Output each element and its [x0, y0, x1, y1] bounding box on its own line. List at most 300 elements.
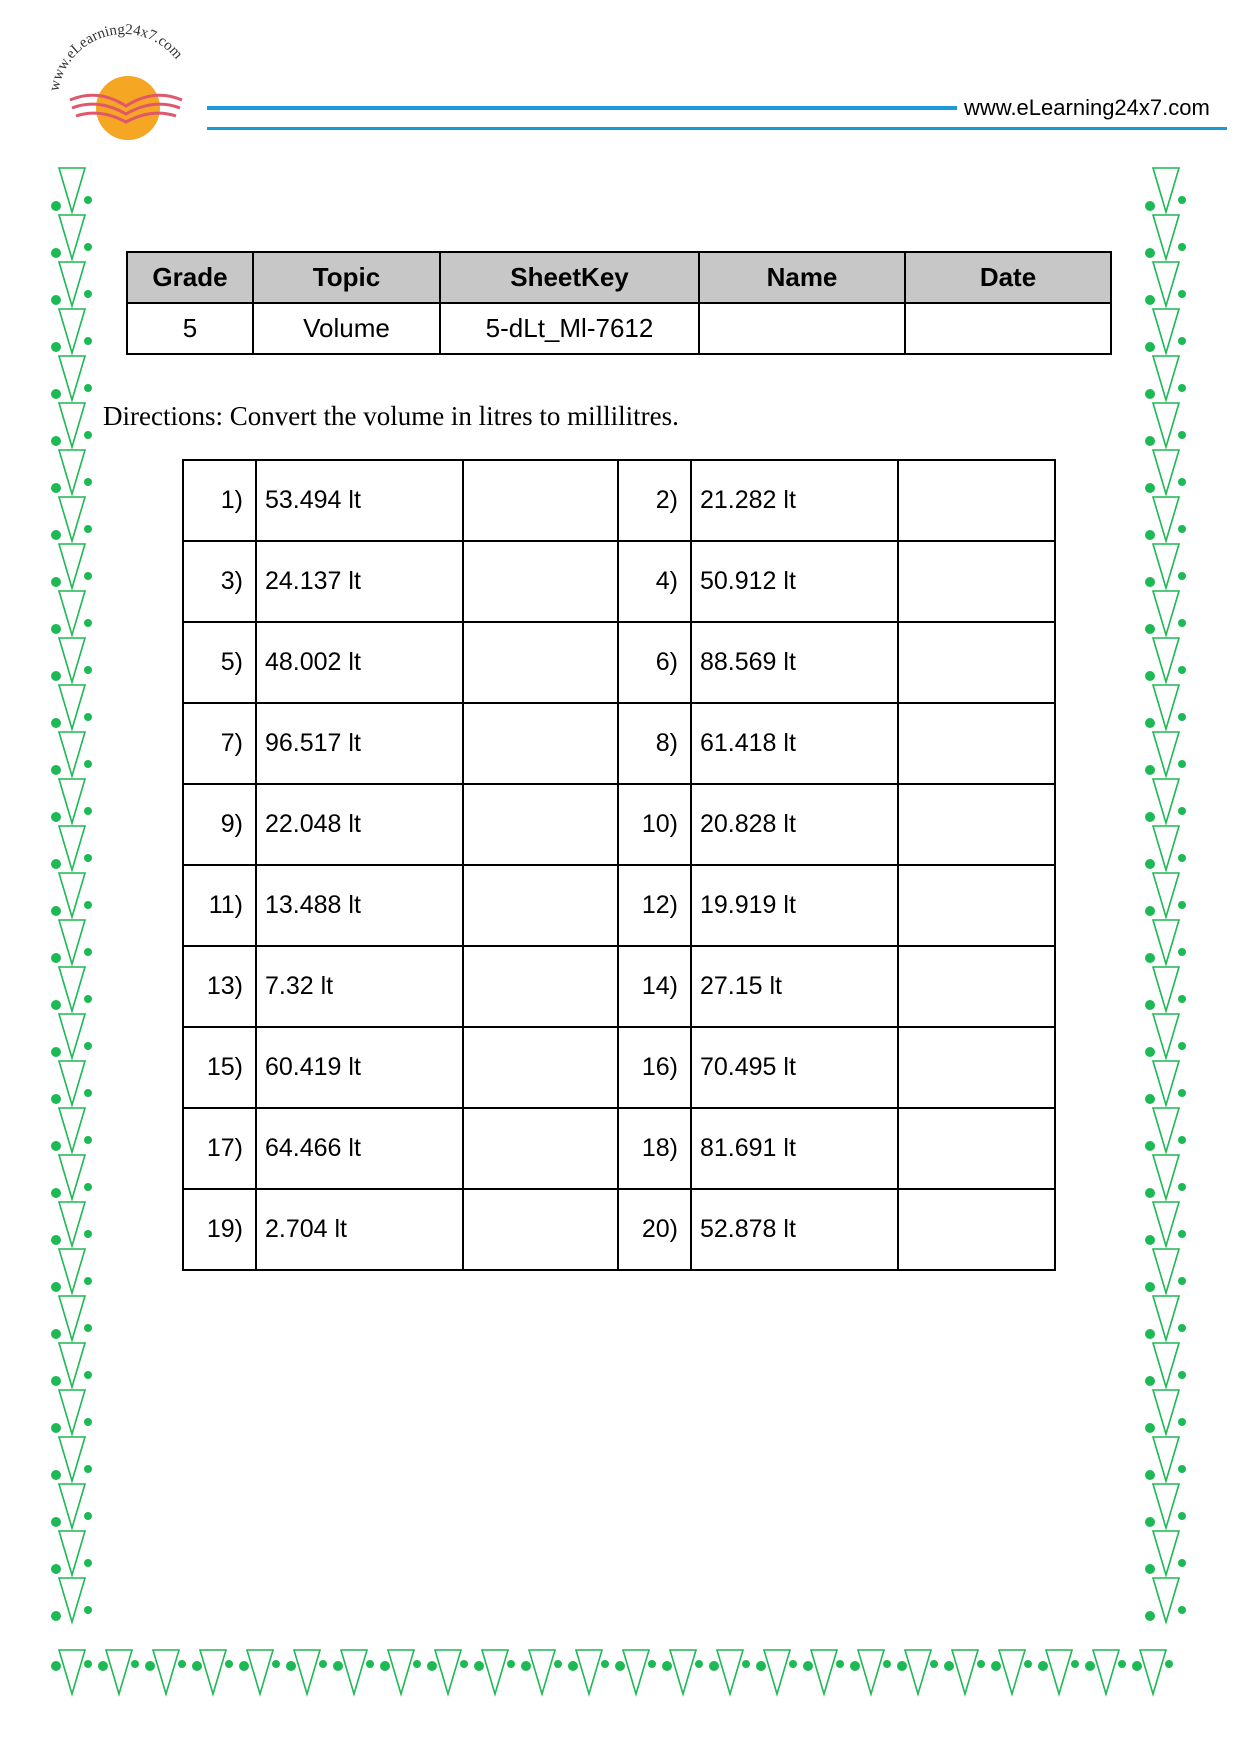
answer-cell[interactable] — [898, 460, 1055, 541]
question-row — [183, 460, 1055, 541]
answer-cell[interactable] — [898, 865, 1055, 946]
border-dot — [1145, 765, 1155, 775]
border-triangle — [59, 544, 85, 588]
border-triangle — [1140, 1650, 1166, 1694]
border-dot — [1178, 478, 1186, 486]
border-dot — [1145, 1235, 1155, 1245]
info-table — [126, 251, 1112, 355]
question-value: 88.569 lt — [691, 622, 898, 703]
border-dot — [178, 1660, 186, 1668]
border-dot — [51, 624, 61, 634]
border-dot — [84, 1418, 92, 1426]
border-triangle — [59, 638, 85, 682]
question-value: 81.691 lt — [691, 1108, 898, 1189]
border-triangle — [388, 1650, 414, 1694]
border-triangle — [576, 1650, 602, 1694]
border-dot — [51, 1661, 61, 1671]
border-dot — [1178, 1512, 1186, 1520]
border-dot — [1145, 812, 1155, 822]
border-dot — [1145, 671, 1155, 681]
topic-value: Volume — [253, 303, 440, 354]
border-dot — [1178, 337, 1186, 345]
border-triangle — [811, 1650, 837, 1694]
border-dot — [84, 1324, 92, 1332]
border-dot — [84, 1277, 92, 1285]
border-dot — [51, 718, 61, 728]
question-row — [183, 1189, 1055, 1270]
border-dot — [897, 1661, 907, 1671]
border-dot — [84, 854, 92, 862]
border-dot — [1145, 624, 1155, 634]
question-number: 11) — [183, 865, 256, 946]
border-dot — [239, 1661, 249, 1671]
border-dot — [1178, 666, 1186, 674]
border-dot — [98, 1661, 108, 1671]
border-dot — [1145, 1047, 1155, 1057]
border-dot — [1178, 1230, 1186, 1238]
border-dot — [991, 1661, 1001, 1671]
border-triangle — [1153, 1061, 1179, 1105]
date-field[interactable] — [905, 303, 1111, 354]
border-dot — [51, 1235, 61, 1245]
border-triangle — [200, 1650, 226, 1694]
border-dot — [1145, 483, 1155, 493]
border-triangle — [435, 1650, 461, 1694]
border-dot — [1145, 248, 1155, 258]
border-dot — [84, 760, 92, 768]
border-dot — [225, 1660, 233, 1668]
site-url: www.eLearning24x7.com — [964, 95, 1210, 120]
border-dot — [1178, 854, 1186, 862]
border-dot — [51, 1564, 61, 1574]
border-triangle — [1153, 638, 1179, 682]
question-value: 53.494 lt — [256, 460, 463, 541]
border-triangle — [1153, 920, 1179, 964]
border-dot — [1145, 1611, 1155, 1621]
border-dot — [51, 1611, 61, 1621]
sheetkey-header: SheetKey — [440, 252, 699, 303]
border-dot — [789, 1660, 797, 1668]
border-triangle — [59, 920, 85, 964]
border-triangle — [59, 1390, 85, 1434]
question-value: 70.495 lt — [691, 1027, 898, 1108]
question-value: 96.517 lt — [256, 703, 463, 784]
border-dot — [51, 1517, 61, 1527]
border-dot — [1178, 525, 1186, 533]
answer-cell[interactable] — [898, 541, 1055, 622]
border-dot — [272, 1660, 280, 1668]
border-triangle — [59, 1343, 85, 1387]
name-field[interactable] — [699, 303, 905, 354]
info-header-row — [127, 252, 1111, 303]
border-dot — [51, 812, 61, 822]
border-dot — [1145, 1564, 1155, 1574]
border-dot — [1145, 1376, 1155, 1386]
question-value: 48.002 lt — [256, 622, 463, 703]
answer-cell[interactable] — [898, 1027, 1055, 1108]
answer-cell[interactable] — [898, 622, 1055, 703]
border-dot — [84, 995, 92, 1003]
border-dot — [51, 1423, 61, 1433]
question-row — [183, 1027, 1055, 1108]
border-dot — [1178, 384, 1186, 392]
border-dot — [1132, 1661, 1142, 1671]
border-triangle — [59, 1202, 85, 1246]
question-value: 13.488 lt — [256, 865, 463, 946]
border-dot — [427, 1661, 437, 1671]
question-number: 3) — [183, 541, 256, 622]
border-dot — [1145, 1000, 1155, 1010]
border-triangle — [59, 873, 85, 917]
border-triangle — [59, 732, 85, 776]
border-triangle — [670, 1650, 696, 1694]
border-dot — [930, 1660, 938, 1668]
border-dot — [1178, 431, 1186, 439]
border-triangle — [59, 826, 85, 870]
question-row — [183, 541, 1055, 622]
question-value: 2.704 lt — [256, 1189, 463, 1270]
border-dot — [84, 1042, 92, 1050]
border-triangle — [59, 168, 85, 212]
border-dot — [1178, 1371, 1186, 1379]
border-dot — [319, 1660, 327, 1668]
border-dot — [51, 765, 61, 775]
question-value: 61.418 lt — [691, 703, 898, 784]
answer-cell[interactable] — [463, 1027, 618, 1108]
border-triangle — [59, 967, 85, 1011]
border-dot — [521, 1661, 531, 1671]
border-dot — [84, 1136, 92, 1144]
answer-cell[interactable] — [463, 1189, 618, 1270]
border-dot — [84, 290, 92, 298]
border-triangle — [1153, 262, 1179, 306]
border-triangle — [59, 1155, 85, 1199]
answer-cell[interactable] — [898, 1189, 1055, 1270]
border-triangle — [905, 1650, 931, 1694]
border-dot — [51, 1000, 61, 1010]
question-row — [183, 865, 1055, 946]
question-number: 15) — [183, 1027, 256, 1108]
border-dot — [51, 483, 61, 493]
question-value: 21.282 lt — [691, 460, 898, 541]
question-number: 5) — [183, 622, 256, 703]
border-dot — [803, 1661, 813, 1671]
border-dot — [1178, 760, 1186, 768]
border-triangle — [1153, 403, 1179, 447]
border-triangle — [1153, 1390, 1179, 1434]
border-dot — [1178, 1277, 1186, 1285]
border-triangle — [1153, 1155, 1179, 1199]
border-dot — [51, 201, 61, 211]
border-triangle — [1153, 826, 1179, 870]
border-dot — [850, 1661, 860, 1671]
border-dot — [1145, 1329, 1155, 1339]
answer-cell[interactable] — [898, 703, 1055, 784]
border-dot — [1145, 1282, 1155, 1292]
border-triangle — [59, 1014, 85, 1058]
border-triangle — [1046, 1650, 1072, 1694]
border-dot — [1178, 1465, 1186, 1473]
border-triangle — [59, 497, 85, 541]
border-dot — [1145, 1423, 1155, 1433]
question-value: 22.048 lt — [256, 784, 463, 865]
border-dot — [460, 1660, 468, 1668]
border-dot — [1165, 1660, 1173, 1668]
question-value: 20.828 lt — [691, 784, 898, 865]
border-dot — [84, 948, 92, 956]
border-dot — [1178, 995, 1186, 1003]
border-dot — [84, 1465, 92, 1473]
border-triangle — [341, 1650, 367, 1694]
question-row — [183, 1108, 1055, 1189]
border-dot — [84, 384, 92, 392]
border-dot — [1178, 1136, 1186, 1144]
border-triangle — [1153, 168, 1179, 212]
border-dot — [507, 1660, 515, 1668]
border-triangle — [1153, 309, 1179, 353]
border-dot — [1178, 1089, 1186, 1097]
border-dot — [615, 1661, 625, 1671]
border-dot — [1145, 718, 1155, 728]
question-number: 18) — [618, 1108, 691, 1189]
border-dot — [1145, 577, 1155, 587]
border-triangle — [59, 1061, 85, 1105]
answer-cell[interactable] — [463, 784, 618, 865]
directions-text: Directions: Convert the volume in litres to millilitres. — [103, 401, 679, 431]
border-dot — [84, 901, 92, 909]
border-dot — [1178, 901, 1186, 909]
question-table — [182, 459, 1056, 1271]
border-triangle — [1153, 450, 1179, 494]
border-triangle — [1153, 497, 1179, 541]
border-dot — [1145, 389, 1155, 399]
border-triangle — [59, 262, 85, 306]
answer-cell[interactable] — [898, 946, 1055, 1027]
border-dot — [1178, 243, 1186, 251]
border-dot — [145, 1661, 155, 1671]
question-row — [183, 703, 1055, 784]
border-dot — [1178, 948, 1186, 956]
border-triangle — [59, 1249, 85, 1293]
border-dot — [51, 1188, 61, 1198]
question-value: 19.919 lt — [691, 865, 898, 946]
border-triangle — [59, 450, 85, 494]
border-dot — [84, 1512, 92, 1520]
question-value: 64.466 lt — [256, 1108, 463, 1189]
border-dot — [1145, 859, 1155, 869]
border-triangle — [952, 1650, 978, 1694]
border-dot — [648, 1660, 656, 1668]
border-triangle — [1153, 1484, 1179, 1528]
border-triangle — [59, 779, 85, 823]
border-dot — [51, 295, 61, 305]
border-dot — [742, 1660, 750, 1668]
logo-arc-textpath: www.eLearning24x7.com — [46, 21, 186, 93]
border-triangle — [59, 1650, 85, 1694]
border-dot — [836, 1660, 844, 1668]
border-dot — [1178, 1042, 1186, 1050]
border-triangle — [59, 685, 85, 729]
border-triangle — [294, 1650, 320, 1694]
question-number: 1) — [183, 460, 256, 541]
border-dot — [131, 1660, 139, 1668]
border-dot — [84, 572, 92, 580]
border-dot — [84, 1089, 92, 1097]
border-dot — [695, 1660, 703, 1668]
border-dot — [51, 953, 61, 963]
border-dot — [333, 1661, 343, 1671]
topic-header: Topic — [253, 252, 440, 303]
border-dot — [84, 1660, 92, 1668]
border-triangle — [59, 356, 85, 400]
border-triangle — [59, 1578, 85, 1622]
border-triangle — [1153, 1343, 1179, 1387]
border-triangle — [1153, 591, 1179, 635]
border-dot — [413, 1660, 421, 1668]
question-value: 27.15 lt — [691, 946, 898, 1027]
border-dot — [1178, 619, 1186, 627]
border-dot — [1024, 1660, 1032, 1668]
border-dot — [51, 342, 61, 352]
border-triangle — [1153, 215, 1179, 259]
question-number: 16) — [618, 1027, 691, 1108]
border-dot — [709, 1661, 719, 1671]
question-row — [183, 622, 1055, 703]
border-dot — [883, 1660, 891, 1668]
answer-cell[interactable] — [463, 460, 618, 541]
border-triangle — [717, 1650, 743, 1694]
border-triangle — [1153, 1437, 1179, 1481]
sheetkey-value: 5-dLt_Ml-7612 — [440, 303, 699, 354]
border-dot — [1118, 1660, 1126, 1668]
border-triangle — [59, 1484, 85, 1528]
border-dot — [1145, 530, 1155, 540]
border-dot — [1145, 201, 1155, 211]
question-value: 60.419 lt — [256, 1027, 463, 1108]
name-header: Name — [699, 252, 905, 303]
border-dot — [286, 1661, 296, 1671]
border-dot — [51, 906, 61, 916]
answer-cell[interactable] — [898, 784, 1055, 865]
border-dot — [84, 619, 92, 627]
border-dot — [51, 1094, 61, 1104]
border-triangle — [1153, 967, 1179, 1011]
border-triangle — [1153, 1531, 1179, 1575]
question-number: 17) — [183, 1108, 256, 1189]
border-dot — [192, 1661, 202, 1671]
border-dot — [1085, 1661, 1095, 1671]
border-triangle — [858, 1650, 884, 1694]
border-triangle — [1153, 1202, 1179, 1246]
border-triangle — [247, 1650, 273, 1694]
question-number: 12) — [618, 865, 691, 946]
border-dot — [756, 1661, 766, 1671]
question-row — [183, 784, 1055, 865]
border-dot — [1145, 1517, 1155, 1527]
border-dot — [1178, 572, 1186, 580]
border-dot — [1145, 295, 1155, 305]
border-triangle — [1153, 1249, 1179, 1293]
border-dot — [51, 1141, 61, 1151]
border-triangle — [1153, 1296, 1179, 1340]
border-dot — [51, 1470, 61, 1480]
border-dot — [84, 1183, 92, 1191]
question-number: 20) — [618, 1189, 691, 1270]
border-dot — [1178, 1418, 1186, 1426]
border-dot — [84, 243, 92, 251]
border-dot — [1178, 196, 1186, 204]
border-triangle — [1153, 544, 1179, 588]
grade-value: 5 — [127, 303, 253, 354]
answer-cell[interactable] — [898, 1108, 1055, 1189]
border-triangle — [1153, 685, 1179, 729]
border-dot — [1145, 1188, 1155, 1198]
border-dot — [51, 1282, 61, 1292]
border-dot — [51, 1376, 61, 1386]
question-value: 52.878 lt — [691, 1189, 898, 1270]
border-dot — [1145, 342, 1155, 352]
question-value: 24.137 lt — [256, 541, 463, 622]
border-triangle — [1093, 1650, 1119, 1694]
border-dot — [977, 1660, 985, 1668]
answer-cell[interactable] — [463, 622, 618, 703]
border-dot — [51, 530, 61, 540]
border-dot — [1178, 713, 1186, 721]
border-dot — [84, 1230, 92, 1238]
border-triangle — [59, 215, 85, 259]
border-triangle — [59, 591, 85, 635]
border-dot — [944, 1661, 954, 1671]
answer-cell[interactable] — [463, 703, 618, 784]
border-triangle — [1153, 1108, 1179, 1152]
question-number: 6) — [618, 622, 691, 703]
border-dot — [1038, 1661, 1048, 1671]
border-dot — [51, 577, 61, 587]
question-number: 13) — [183, 946, 256, 1027]
border-dot — [84, 1559, 92, 1567]
answer-cell[interactable] — [463, 541, 618, 622]
border-triangle — [1153, 732, 1179, 776]
grade-header: Grade — [127, 252, 253, 303]
border-triangle — [59, 1108, 85, 1152]
border-triangle — [999, 1650, 1025, 1694]
border-triangle — [529, 1650, 555, 1694]
answer-cell[interactable] — [463, 865, 618, 946]
question-number: 7) — [183, 703, 256, 784]
border-triangle — [153, 1650, 179, 1694]
border-triangle — [106, 1650, 132, 1694]
border-dot — [51, 436, 61, 446]
border-triangle — [59, 403, 85, 447]
answer-cell[interactable] — [463, 946, 618, 1027]
question-number: 9) — [183, 784, 256, 865]
border-dot — [1145, 1094, 1155, 1104]
border-dot — [1178, 290, 1186, 298]
border-triangle — [764, 1650, 790, 1694]
border-dot — [84, 431, 92, 439]
border-dot — [366, 1660, 374, 1668]
border-dot — [84, 525, 92, 533]
border-dot — [1145, 436, 1155, 446]
border-triangle — [1153, 356, 1179, 400]
answer-cell[interactable] — [463, 1108, 618, 1189]
info-value-row — [127, 303, 1111, 354]
border-dot — [1071, 1660, 1079, 1668]
border-dot — [84, 1606, 92, 1614]
border-triangle — [623, 1650, 649, 1694]
border-dot — [601, 1660, 609, 1668]
border-dot — [51, 1047, 61, 1057]
